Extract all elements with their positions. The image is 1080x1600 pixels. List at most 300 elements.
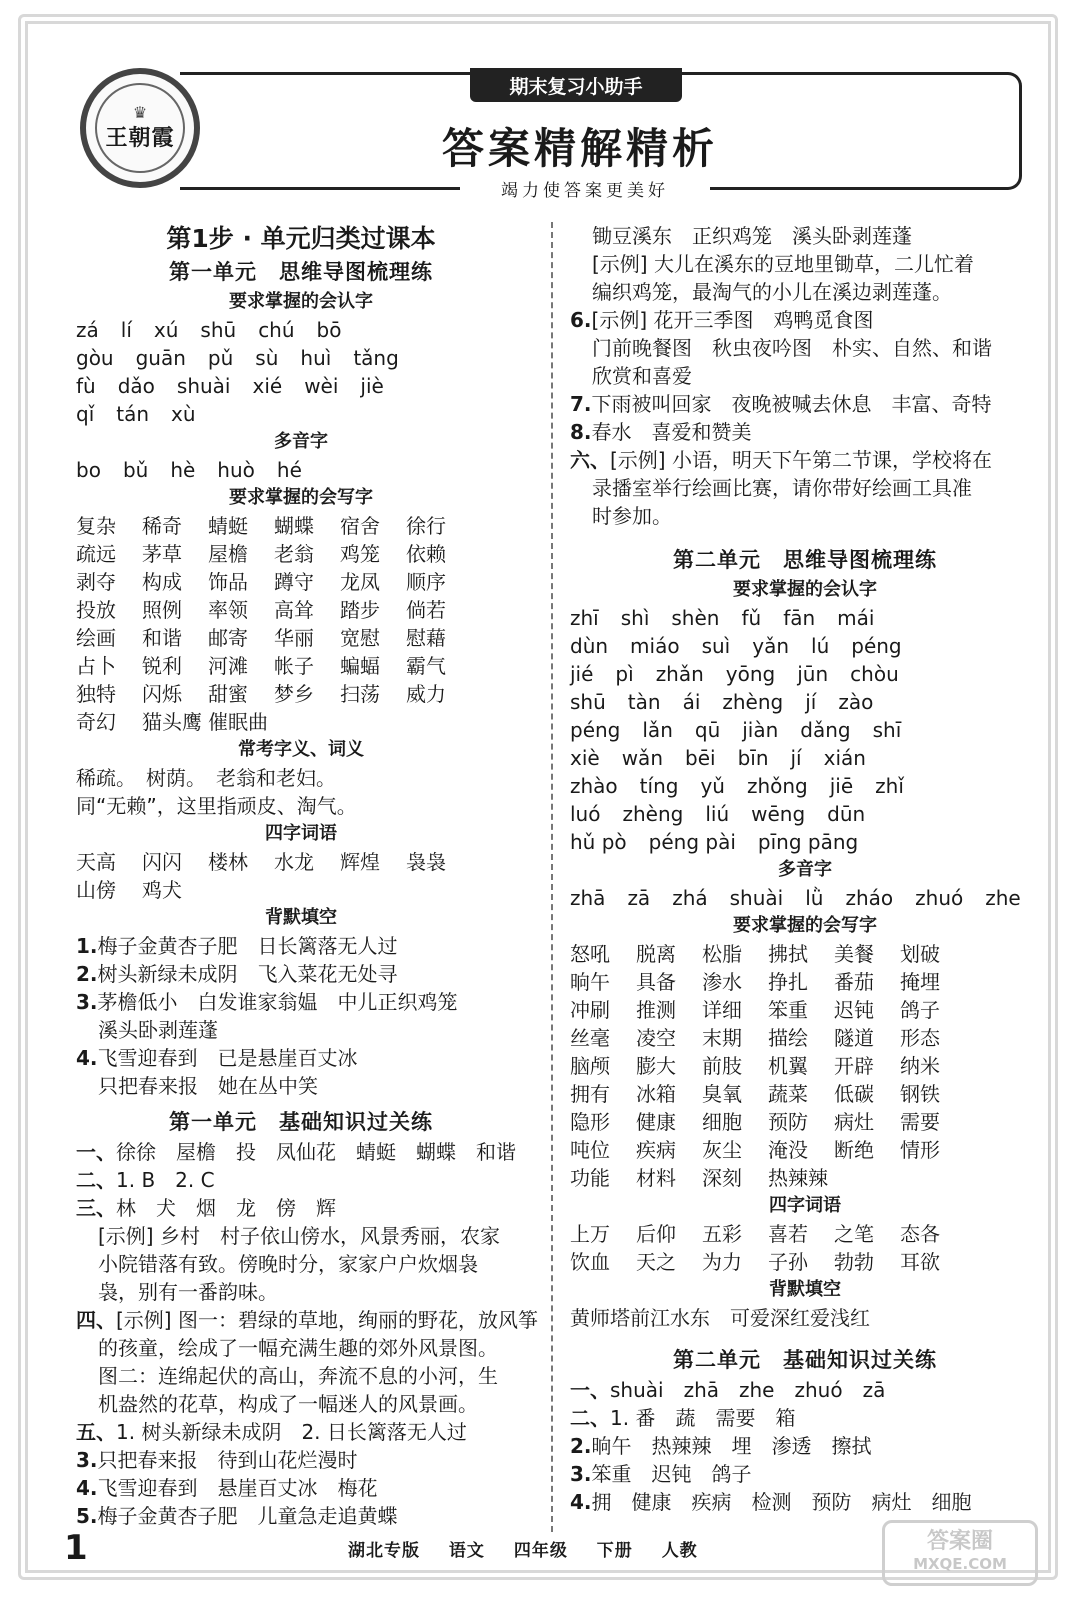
duoyin-list: [570, 884, 1040, 912]
word-item: 臭氧: [702, 1082, 742, 1106]
pinyin-item: gòu: [76, 346, 114, 370]
word-item: 热辣辣: [768, 1166, 828, 1190]
word-item: 绘画: [76, 626, 116, 650]
answer-text: 飞雪迎春到 已是悬崖百丈冰: [97, 1046, 358, 1070]
word-row: [570, 940, 1040, 968]
word-item: 猫头鹰: [142, 710, 202, 734]
header-tab: 期末复习小助手: [470, 68, 682, 102]
word-item: 凌空: [636, 1026, 676, 1050]
word-item: 勃勃: [834, 1250, 874, 1274]
pinyin-row: [570, 632, 1040, 660]
word-item: 细胞: [702, 1110, 742, 1134]
pinyin-item: zhǒng: [746, 774, 808, 798]
pinyin-item: guān: [135, 346, 186, 370]
pinyin-item: zhā: [570, 886, 606, 910]
answer-number: 1.: [76, 934, 98, 958]
word-item: 山傍: [76, 878, 116, 902]
pinyin-item: huò: [217, 458, 255, 482]
word-item: 饰品: [208, 570, 248, 594]
pinyin-item: jiē: [829, 774, 854, 798]
answer-text: 1. 树头新绿未成阴 2. 日长篱落无人过: [116, 1420, 467, 1444]
answer-text: [示例] 小语，明天下午第二节课，学校将在: [610, 448, 992, 472]
answer-text: 录播室举行绘画比赛，请你带好绘画工具准: [592, 476, 972, 500]
word-item: 膨大: [636, 1054, 676, 1078]
word-item: 慰藉: [406, 626, 446, 650]
answer-line: [76, 1138, 526, 1166]
word-row: [76, 624, 526, 652]
pinyin-row: [570, 828, 1040, 856]
word-item: 扫荡: [340, 682, 380, 706]
pinyin-row: [570, 716, 1040, 744]
word-row: [570, 996, 1040, 1024]
pinyin-item: dǎng: [800, 718, 851, 742]
answer-text: 1. B 2. C: [116, 1168, 215, 1192]
pinyin-item: pīng pāng: [757, 830, 859, 854]
pinyin-item: liú: [705, 802, 730, 826]
pinyin-row: [570, 688, 1040, 716]
answer-number: 4.: [76, 1046, 98, 1070]
word-item: 具备: [636, 970, 676, 994]
word-item: 帐子: [274, 654, 314, 678]
pinyin-item: fǔ: [741, 606, 762, 630]
basic-answers: [570, 1376, 1040, 1516]
pinyin-item: tíng: [639, 774, 679, 798]
answer-line: [76, 1306, 538, 1334]
word-item: 子孙: [768, 1250, 808, 1274]
ciyi-line: 稀疏。 树荫。 老翁和老妇。: [76, 766, 336, 790]
word-item: 奇幻: [76, 710, 116, 734]
subject: 语文: [448, 1541, 485, 1561]
answer-text: [示例] 大儿在溪东的豆地里锄草，二儿忙着: [592, 252, 974, 276]
pinyin-item: wèi: [304, 374, 339, 398]
word-item: 功能: [570, 1166, 610, 1190]
word-item: 徐行: [406, 514, 446, 538]
pinyin-row: [76, 372, 526, 400]
pinyin-item: hè: [170, 458, 196, 482]
word-item: 构成: [142, 570, 182, 594]
pinyin-item: chú: [258, 318, 295, 342]
word-row: [76, 512, 526, 540]
word-item: 拥有: [570, 1082, 610, 1106]
sizi-title: 四字词语: [265, 823, 337, 844]
footer-info: [348, 1536, 720, 1561]
answer-line: [570, 1488, 1040, 1516]
word-row: [570, 1220, 1040, 1248]
word-item: 健康: [636, 1110, 676, 1134]
pinyin-item: bō: [316, 318, 342, 342]
pinyin-item: zā: [627, 886, 651, 910]
pinyin-item: luó: [570, 802, 601, 826]
answer-text: 林 犬 烟 龙 傍 辉: [116, 1196, 336, 1220]
pinyin-item: zhī: [570, 606, 599, 630]
page-number: 1: [64, 1528, 88, 1568]
xie-title: 要求掌握的会写字: [733, 915, 877, 936]
answer-line: [76, 1334, 526, 1362]
word-row: [76, 848, 526, 876]
word-item: 宿舍: [340, 514, 380, 538]
word-item: 需要: [900, 1110, 940, 1134]
answer-text: [示例] 图一：碧绿的草地，绚丽的野花，放风筝: [116, 1308, 538, 1332]
answer-line: [570, 446, 1040, 474]
ciyi-line: 同“无赖”，这里指顽皮、淘气。: [76, 794, 357, 818]
answer-line: [76, 1474, 526, 1502]
word-item: 之笔: [834, 1222, 874, 1246]
answer-line: [76, 1278, 526, 1306]
answer-number: 3.: [570, 1462, 592, 1486]
answer-line: [570, 1460, 1040, 1488]
word-item: 天之: [636, 1250, 676, 1274]
answer-line: [570, 278, 1040, 306]
word-item: 稀奇: [142, 514, 182, 538]
renshi-list: [570, 604, 1040, 856]
pinyin-item: dùn: [570, 634, 609, 658]
word-item: 锐利: [142, 654, 182, 678]
word-item: 和谐: [142, 626, 182, 650]
pinyin-item: qū: [694, 718, 721, 742]
answer-line: [570, 306, 1040, 334]
answer-text: 锄豆溪东 正织鸡笼 溪头卧剥莲蓬: [592, 224, 912, 248]
word-item: 屋檐: [208, 542, 248, 566]
pinyin-item: zháo: [845, 886, 894, 910]
word-item: 松脂: [702, 942, 742, 966]
answer-text: 溪头卧剥莲蓬: [98, 1018, 218, 1042]
answer-number: 二、: [76, 1168, 116, 1192]
word-item: 率领: [208, 598, 248, 622]
sizi-list: [570, 1220, 1040, 1276]
word-item: 脑颅: [570, 1054, 610, 1078]
answer-line: [76, 1446, 526, 1474]
pinyin-item: zhá: [672, 886, 708, 910]
word-item: 复杂: [76, 514, 116, 538]
answer-line: [76, 988, 526, 1016]
pinyin-item: huì: [300, 346, 332, 370]
word-item: 顺序: [406, 570, 446, 594]
answer-text: 拥 健康 疾病 检测 预防 病灶 细胞: [591, 1490, 972, 1514]
pinyin-item: shī: [872, 718, 902, 742]
word-item: 笨重: [768, 998, 808, 1022]
word-item: 疾病: [636, 1138, 676, 1162]
word-item: 拂拭: [768, 942, 808, 966]
answer-line: [570, 334, 1040, 362]
word-row: [76, 876, 526, 904]
word-item: 番茄: [834, 970, 874, 994]
word-item: 末期: [702, 1026, 742, 1050]
word-item: 河滩: [208, 654, 248, 678]
answer-text: 时参加。: [592, 504, 672, 528]
word-item: 丝毫: [570, 1026, 610, 1050]
word-item: 霸气: [406, 654, 446, 678]
word-item: 催眠曲: [208, 710, 268, 734]
word-item: 态各: [900, 1222, 940, 1246]
word-item: 脱离: [636, 942, 676, 966]
pinyin-item: zhǎn: [655, 662, 704, 686]
pinyin-item: péng: [851, 634, 902, 658]
word-row: [570, 1164, 1040, 1192]
watermark-logo: [882, 1520, 1038, 1586]
pinyin-item: jí: [805, 690, 817, 714]
answer-line: [570, 1376, 1040, 1404]
answer-number: 五、: [76, 1420, 116, 1444]
pinyin-item: jié: [570, 662, 594, 686]
answer-line: [76, 1194, 526, 1222]
pinyin-row: [76, 400, 526, 428]
pinyin-row: [76, 344, 526, 372]
pinyin-item: yōng: [725, 662, 776, 686]
answer-number: 3.: [76, 990, 98, 1014]
pinyin-item: hé: [276, 458, 302, 482]
pinyin-item: shì: [620, 606, 650, 630]
word-item: 上万: [570, 1222, 610, 1246]
word-item: 预防: [768, 1110, 808, 1134]
word-item: 倘若: [406, 598, 446, 622]
sizi-list: [76, 848, 526, 904]
answer-text: 笨重 迟钝 鸽子: [591, 1462, 752, 1486]
answer-line: [76, 1166, 526, 1194]
pinyin-item: shèn: [671, 606, 720, 630]
pinyin-row: [76, 316, 526, 344]
word-row: [570, 1080, 1040, 1108]
answer-number: 5.: [76, 1504, 98, 1528]
pinyin-item: yǎn: [752, 634, 790, 658]
xie-list: [570, 940, 1040, 1192]
word-item: 鸡笼: [340, 542, 380, 566]
pinyin-item: fù: [76, 374, 96, 398]
answer-text: 只把春来报 她在丛中笑: [98, 1074, 318, 1098]
pinyin-item: péng: [570, 718, 621, 742]
renshi-list: [76, 316, 526, 428]
answer-text: 飞雪迎春到 悬崖百丈冰 梅花: [97, 1476, 378, 1500]
pinyin-item: shū: [200, 318, 237, 342]
duoyin-title: 多音字: [274, 431, 328, 452]
pinyin-item: tǎng: [353, 346, 399, 370]
pinyin-item: suì: [701, 634, 731, 658]
word-item: 钢铁: [900, 1082, 940, 1106]
pinyin-item: jí: [790, 746, 802, 770]
pinyin-item: zhèng: [622, 802, 684, 826]
word-item: 袅袅: [406, 850, 446, 874]
pinyin-item: lǎn: [642, 718, 673, 742]
word-item: 渗水: [702, 970, 742, 994]
word-item: 饮血: [570, 1250, 610, 1274]
answer-number: 7.: [570, 392, 592, 416]
basic-answers: [76, 1138, 538, 1530]
word-item: 鸽子: [900, 998, 940, 1022]
answer-text: 梅子金黄杏子肥 儿童急走追黄蝶: [97, 1504, 398, 1528]
word-row: [570, 1108, 1040, 1136]
word-item: 掩埋: [900, 970, 940, 994]
answer-text: 徐徐 屋檐 投 凤仙花 蜻蜓 蝴蝶 和谐: [116, 1140, 516, 1164]
pinyin-item: ái: [682, 690, 701, 714]
word-item: 喜若: [768, 1222, 808, 1246]
answer-line: [76, 1072, 526, 1100]
beimo-line: 黄师塔前江水东 可爱深红爱浅红: [570, 1306, 870, 1330]
answer-text: 欣赏和喜爱: [592, 364, 692, 388]
answer-text: 茅檐低小 白发谁家翁媪 中儿正织鸡笼: [97, 990, 458, 1014]
pinyin-item: miáo: [630, 634, 680, 658]
answer-number: 4.: [76, 1476, 98, 1500]
word-item: 踏步: [340, 598, 380, 622]
publisher: 人教: [661, 1541, 698, 1561]
answer-text: 1. 番 蔬 需要 箱: [610, 1406, 796, 1430]
pinyin-item: tàn: [627, 690, 661, 714]
ciyi-list: [76, 764, 526, 820]
word-item: 怒吼: [570, 942, 610, 966]
word-item: 宽慰: [340, 626, 380, 650]
pinyin-item: zhào: [570, 774, 618, 798]
unit1-map-title: 第一单元 思维导图梳理练: [169, 260, 433, 284]
renshi-title: 要求掌握的会认字: [229, 291, 373, 312]
word-item: 为力: [702, 1250, 742, 1274]
answer-number: 2.: [76, 962, 98, 986]
answer-number: 2.: [570, 1434, 592, 1458]
answer-text: 图二：连绵起伏的高山，奔流不息的小河，生: [98, 1364, 498, 1388]
word-item: 闪闪: [142, 850, 182, 874]
watermark-line1: 答案圈: [926, 1529, 993, 1554]
answer-text: 小院错落有致。傍晚时分，家家户户炊烟袅: [98, 1252, 478, 1276]
pinyin-item: yǔ: [700, 774, 725, 798]
word-item: 疏远: [76, 542, 116, 566]
pinyin-item: xián: [823, 746, 866, 770]
answer-number: 六、: [570, 448, 610, 472]
answer-line: [76, 1362, 526, 1390]
pinyin-item: zhèng: [722, 690, 784, 714]
answer-line: [76, 1250, 526, 1278]
pinyin-item: fān: [783, 606, 816, 630]
word-item: 病灶: [834, 1110, 874, 1134]
word-item: 蝙蝠: [340, 654, 380, 678]
pinyin-item: chòu: [850, 662, 899, 686]
answer-line: [570, 1404, 1040, 1432]
word-item: 晌午: [570, 970, 610, 994]
answer-text: 门前晚餐图 秋虫夜吟图 朴实、自然、和谐: [592, 336, 992, 360]
word-row: [570, 1024, 1040, 1052]
pinyin-item: qǐ: [76, 402, 95, 426]
word-item: 依赖: [406, 542, 446, 566]
left-column: [76, 222, 538, 1530]
word-row: [76, 652, 526, 680]
pinyin-item: zhuó: [915, 886, 964, 910]
xie-title: 要求掌握的会写字: [229, 487, 373, 508]
grade: 四年级: [513, 1541, 568, 1561]
answer-text: 树头新绿未成阴 飞入菜花无处寻: [97, 962, 398, 986]
beimo-title: 背默填空: [769, 1279, 841, 1300]
logo-text: 王朝霞: [105, 124, 175, 151]
pinyin-item: zhe: [985, 886, 1021, 910]
word-item: 蝴蝶: [274, 514, 314, 538]
pinyin-item: bǔ: [122, 458, 149, 482]
word-item: 占卜: [76, 654, 116, 678]
answer-number: 4.: [570, 1490, 592, 1514]
answer-line: [76, 1418, 526, 1446]
header-slogan: 竭力使答案更美好: [460, 176, 710, 206]
word-item: 隧道: [834, 1026, 874, 1050]
pinyin-item: sù: [255, 346, 279, 370]
answer-text: [示例] 乡村 村子依山傍水，风景秀丽，农家: [98, 1224, 500, 1248]
pinyin-item: shuài: [729, 886, 784, 910]
answer-text: 春水 喜爱和赞美: [591, 420, 752, 444]
pinyin-item: mái: [837, 606, 875, 630]
answer-number: 二、: [570, 1406, 610, 1430]
word-item: 情形: [900, 1138, 940, 1162]
word-item: 水龙: [274, 850, 314, 874]
pinyin-row: [570, 660, 1040, 688]
pinyin-row: [570, 604, 1040, 632]
word-item: 蜻蜓: [208, 514, 248, 538]
word-item: 材料: [636, 1166, 676, 1190]
pinyin-item: xié: [252, 374, 283, 398]
word-row: [570, 1248, 1040, 1276]
word-item: 低碳: [834, 1082, 874, 1106]
answer-number: 一、: [76, 1140, 116, 1164]
pinyin-item: jūn: [797, 662, 829, 686]
answer-text: 只把春来报 待到山花烂漫时: [97, 1448, 358, 1472]
word-item: 辉煌: [340, 850, 380, 874]
word-item: 挣扎: [768, 970, 808, 994]
pinyin-item: lǜ: [805, 886, 824, 910]
answer-line: [76, 1016, 526, 1044]
pinyin-item: bīn: [737, 746, 769, 770]
pinyin-item: xiè: [570, 746, 600, 770]
pinyin-item: jiàn: [742, 718, 779, 742]
page-title: 答案精解精析: [441, 124, 718, 173]
word-item: 五彩: [702, 1222, 742, 1246]
pinyin-item: wēng: [751, 802, 806, 826]
duoyin-list: [76, 456, 526, 484]
answer-text: 晌午 热辣辣 埋 渗透 擦拭: [591, 1434, 872, 1458]
word-row: [76, 596, 526, 624]
pinyin-row: [570, 800, 1040, 828]
pinyin-row: [570, 772, 1040, 800]
pinyin-item: wǎn: [621, 746, 663, 770]
word-item: 深刻: [702, 1166, 742, 1190]
answer-line: [570, 390, 1040, 418]
unit2-map-title: 第二单元 思维导图梳理练: [673, 548, 937, 572]
word-item: 蹲守: [274, 570, 314, 594]
answer-text: shuài zhā zhe zhuó zā: [610, 1378, 886, 1402]
answer-line: [570, 474, 1040, 502]
pinyin-item: dǎo: [117, 374, 155, 398]
word-row: [570, 1052, 1040, 1080]
answer-line: [76, 932, 526, 960]
pinyin-item: lí: [120, 318, 132, 342]
word-item: 邮寄: [208, 626, 248, 650]
step-title: 第1步 · 单元归类过课本: [166, 224, 436, 253]
crown-icon: ♛: [132, 102, 148, 122]
word-item: 纳米: [900, 1054, 940, 1078]
sizi-title: 四字词语: [769, 1195, 841, 1216]
pinyin-item: shuài: [176, 374, 231, 398]
word-item: 高耸: [274, 598, 314, 622]
word-item: 梦乡: [274, 682, 314, 706]
answer-line: [570, 250, 1040, 278]
word-item: 投放: [76, 598, 116, 622]
pinyin-item: pì: [615, 662, 634, 686]
word-item: 冲刷: [570, 998, 610, 1022]
answer-number: 四、: [76, 1308, 116, 1332]
pinyin-row: [570, 744, 1040, 772]
word-row: [76, 708, 526, 736]
word-item: 灰尘: [702, 1138, 742, 1162]
word-item: 迟钝: [834, 998, 874, 1022]
answer-line: [76, 1502, 526, 1530]
pinyin-item: dūn: [827, 802, 866, 826]
word-row: [76, 568, 526, 596]
word-item: 形态: [900, 1026, 940, 1050]
word-item: 机翼: [768, 1054, 808, 1078]
pinyin-item: tán: [116, 402, 150, 426]
word-row: [570, 968, 1040, 996]
pinyin-item: zhǐ: [875, 774, 904, 798]
